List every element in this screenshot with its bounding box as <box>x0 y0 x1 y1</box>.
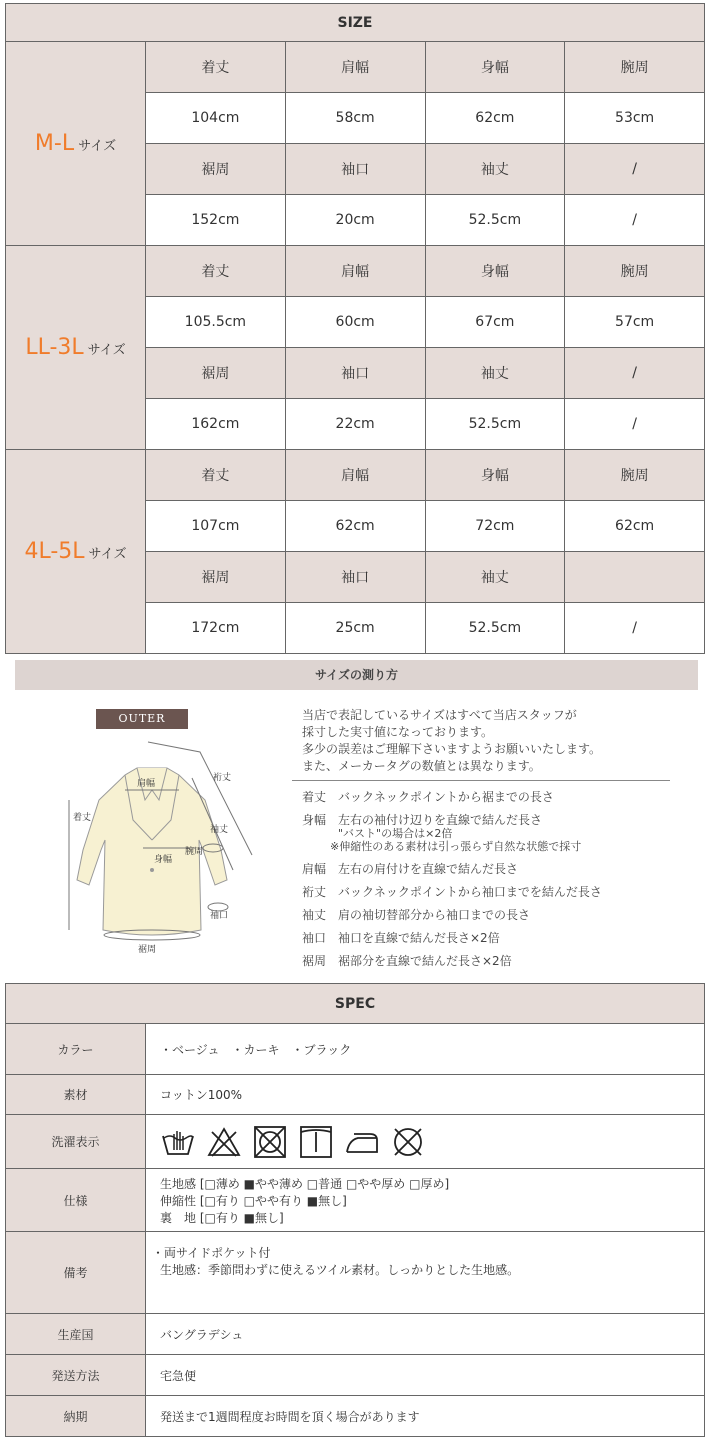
definition-row: 裾周 裾部分を直線で結んだ長さ×2倍 <box>302 954 512 968</box>
size-cell: 107cm <box>146 501 286 552</box>
spec-key-material: 素材 <box>6 1075 146 1115</box>
size-cell: / <box>565 144 705 195</box>
note-line: また、メーカータグの数値とは異なります。 <box>302 759 541 773</box>
spec-value-care <box>146 1115 705 1169</box>
size-cell: 172cm <box>146 603 286 654</box>
size-cell: 身幅 <box>425 246 565 297</box>
definition-row: 肩幅 左右の肩付けを直線で結んだ長さ <box>302 862 519 876</box>
spec-key-care: 洗濯表示 <box>6 1115 146 1169</box>
note-line: 当店で表記しているサイズはすべて当店スタッフが <box>302 708 577 722</box>
definition-sub: "バスト"の場合は×2倍 <box>338 827 453 840</box>
divider <box>292 780 670 781</box>
spec-key-features: 仕様 <box>6 1169 146 1232</box>
size-cell: 腕周 <box>565 42 705 93</box>
size-cell: 105.5cm <box>146 297 286 348</box>
spec-title: SPEC <box>6 984 705 1024</box>
size-cell: 袖丈 <box>425 144 565 195</box>
size-cell: 肩幅 <box>285 246 425 297</box>
size-cell: / <box>565 603 705 654</box>
katahaba-label: 肩幅 <box>137 779 156 789</box>
size-cell: 152cm <box>146 195 286 246</box>
size-cell: / <box>565 399 705 450</box>
size-cell: 62cm <box>285 501 425 552</box>
size-cell: 身幅 <box>425 42 565 93</box>
note-line: 採寸した実寸値になっております。 <box>302 725 494 739</box>
spec-value-notes <box>146 1232 705 1314</box>
size-cell: 22cm <box>285 399 425 450</box>
size-cell: 着丈 <box>146 450 286 501</box>
sodeguchi-line <box>208 903 228 911</box>
size-table-title: SIZE <box>6 4 705 42</box>
size-cell: / <box>565 348 705 399</box>
mihaba-label: 身幅 <box>154 855 173 865</box>
coat-button <box>150 868 154 872</box>
size-cell: 袖丈 <box>425 348 565 399</box>
size-cell: 裾周 <box>146 144 286 195</box>
size-cell: 袖口 <box>285 144 425 195</box>
udemawari-label: 腕周 <box>185 847 204 857</box>
kitake-label: 着丈 <box>73 813 92 823</box>
size-cell: 腕周 <box>565 246 705 297</box>
size-cell: 67cm <box>425 297 565 348</box>
size-cell: 25cm <box>285 603 425 654</box>
size-cell: 20cm <box>285 195 425 246</box>
size-cell: 着丈 <box>146 42 286 93</box>
feature-line: 伸縮性 [□有り □やや有り ■無し] <box>160 1193 347 1208</box>
outer-tag: OUTER <box>96 709 188 729</box>
size-cell: 62cm <box>565 501 705 552</box>
definition-sub: ※伸縮性のある素材は引っ張らず自然な状態で採寸 <box>330 840 582 853</box>
coat-diagram <box>55 730 265 960</box>
spec-key-shipping: 発送方法 <box>6 1355 146 1396</box>
spec-key-origin: 生産国 <box>6 1314 146 1355</box>
size-cell: 袖丈 <box>425 552 565 603</box>
feature-line: 生地感 [□薄め ■やや薄め □普通 □やや厚め □厚め] <box>160 1176 450 1191</box>
howto-title: サイズの測り方 <box>15 660 698 690</box>
definition-row: 身幅 左右の袖付け辺りを直線で結んだ長さ <box>302 813 543 827</box>
size-cell: 身幅 <box>425 450 565 501</box>
spec-value-features <box>146 1169 705 1232</box>
spec-table <box>5 983 705 1437</box>
note-line: ・両サイドポケット付 <box>152 1246 271 1260</box>
size-cell: 裾周 <box>146 552 286 603</box>
measurement-notes <box>302 707 601 775</box>
iron-icon <box>344 1124 380 1160</box>
size-cell: 162cm <box>146 399 286 450</box>
size-cell: 袖口 <box>285 552 425 603</box>
size-cell: 肩幅 <box>285 42 425 93</box>
definition-row: 着丈 バックネックポイントから裾までの長さ <box>302 790 554 804</box>
no-dry-clean-icon <box>390 1124 426 1160</box>
spec-value-delivery: 発送まで1週間程度お時間を頂く場合があります <box>146 1396 705 1437</box>
size-cell: 52.5cm <box>425 195 565 246</box>
definition-row: 袖口 袖口を直線で結んだ長さ×2倍 <box>302 931 500 945</box>
size-table <box>5 3 705 654</box>
spec-key-notes: 備考 <box>6 1232 146 1314</box>
size-cell: 肩幅 <box>285 450 425 501</box>
size-label-4l-5l: 4L-5L サイズ <box>6 450 146 654</box>
size-cell <box>565 552 705 603</box>
size-cell: 57cm <box>565 297 705 348</box>
note-line: 生地感：季節問わずに使えるツイル素材。しっかりとした生地感。 <box>160 1263 520 1277</box>
sodetake-label: 袖丈 <box>210 825 229 835</box>
size-cell: 袖口 <box>285 348 425 399</box>
spec-key-delivery: 納期 <box>6 1396 146 1437</box>
size-label-ll-3l: LL-3L サイズ <box>6 246 146 450</box>
spec-value-material: コットン100% <box>146 1075 705 1115</box>
no-tumble-dry-icon <box>252 1124 288 1160</box>
spec-value-color: ・ベージュ ・カーキ ・ブラック <box>146 1024 705 1075</box>
line-dry-icon <box>298 1124 334 1160</box>
size-cell: / <box>565 195 705 246</box>
susomawari-label: 裾周 <box>138 945 157 955</box>
sodeguchi-label: 袖口 <box>210 911 229 921</box>
spec-key-color: カラー <box>6 1024 146 1075</box>
size-cell: 62cm <box>425 93 565 144</box>
yukitake-label: 裄丈 <box>213 773 232 783</box>
size-cell: 裾周 <box>146 348 286 399</box>
size-cell: 52.5cm <box>425 603 565 654</box>
definition-row: 袖丈 肩の袖切替部分から袖口までの長さ <box>302 908 531 922</box>
size-label-m-l: M-L サイズ <box>6 42 146 246</box>
spec-value-shipping: 宅急便 <box>146 1355 705 1396</box>
size-cell: 58cm <box>285 93 425 144</box>
no-bleach-icon <box>206 1124 242 1160</box>
feature-line: 裏 地 [□有り ■無し] <box>160 1210 284 1225</box>
size-cell: 腕周 <box>565 450 705 501</box>
size-cell: 53cm <box>565 93 705 144</box>
size-cell: 104cm <box>146 93 286 144</box>
coat-shape <box>77 768 227 935</box>
size-cell: 60cm <box>285 297 425 348</box>
size-cell: 52.5cm <box>425 399 565 450</box>
note-line: 多少の誤差はご理解下さいますようお願いいたします。 <box>302 742 602 756</box>
spec-value-origin: バングラデシュ <box>146 1314 705 1355</box>
definition-row: 裄丈 バックネックポイントから袖口までを結んだ長さ <box>302 885 602 899</box>
size-cell: 着丈 <box>146 246 286 297</box>
size-cell: 72cm <box>425 501 565 552</box>
hand-wash-icon <box>160 1124 196 1160</box>
